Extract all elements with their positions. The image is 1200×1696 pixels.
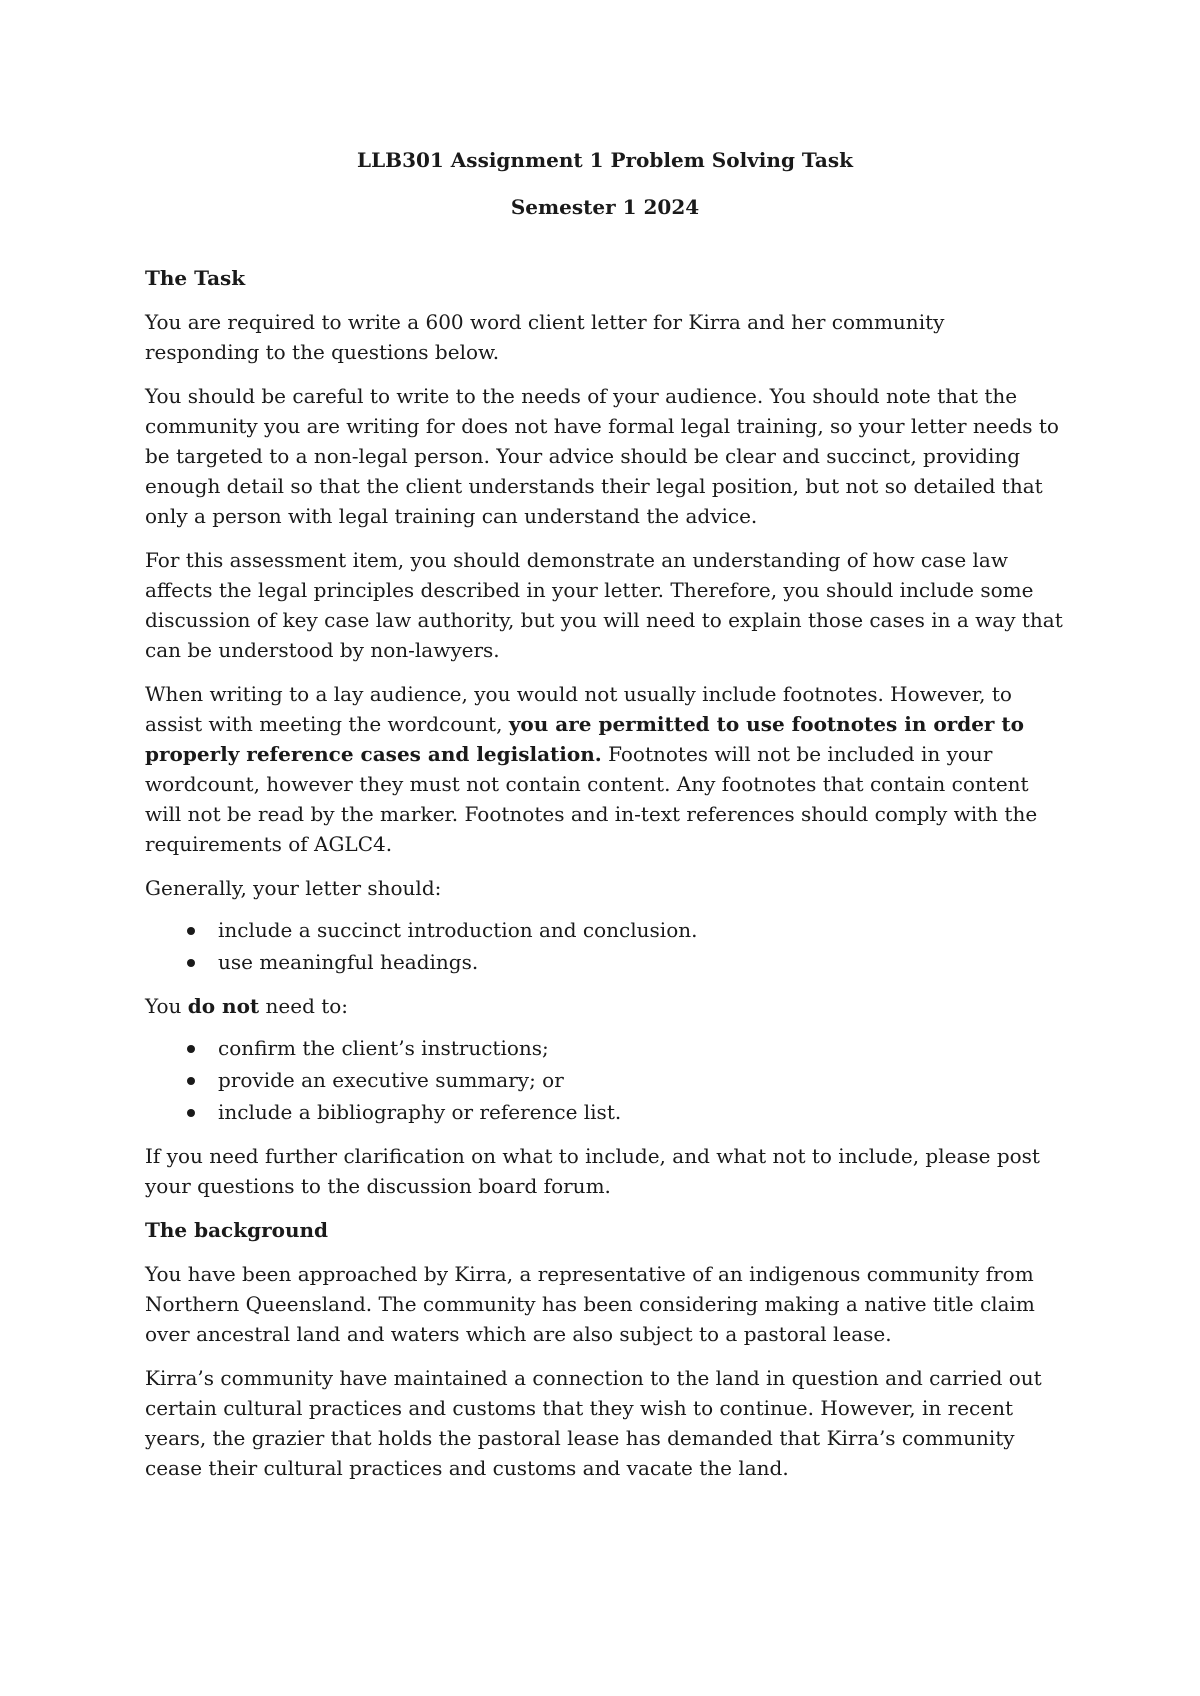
paragraph-clarification: If you need further clarification on what to include, and what not to include, please post your questions to the discussion board forum.	[145, 1144, 1040, 1198]
list-item: provide an executive summary; or	[218, 1065, 1065, 1095]
paragraph-generally: Generally, your letter should:	[145, 876, 442, 900]
list-item: confirm the client’s instructions;	[218, 1033, 1065, 1063]
footnotes-text-b: Footnotes will not be included in your wordcount, however they must not contain content. Any footnotes that contain content will not be read by the marker. Footnotes and in-text references should comply with the requirements of AGLC4.	[145, 742, 1038, 856]
paragraph-case-law: For this assessment item, you should demonstrate an understanding of how case law affects the legal principles described in your letter. Therefore, you should include some discussion of key case law authority, but you will need to explain those cases in a way that can be understood by non-lawyers.	[145, 548, 1063, 662]
list-item: include a bibliography or reference list.	[218, 1097, 1065, 1127]
do-not-bold: do not	[187, 994, 260, 1018]
document-subtitle: Semester 1 2024	[510, 195, 700, 219]
background-heading: The background	[145, 1218, 329, 1242]
footnotes-text-a: When writing to a lay audience, you would not usually include footnotes. However, to assist with meeting the wordcount,	[145, 682, 1012, 736]
list-item: include a succinct introduction and conclusion.	[218, 915, 1065, 945]
paragraph-requirement: You are required to write a 600 word client letter for Kirra and her community responding to the questions below.	[145, 310, 945, 364]
paragraph-community: Kirra’s community have maintained a connection to the land in question and carried out certain cultural practices and customs that they wish to continue. However, in recent years, the grazier that holds the pastoral lease has demanded that Kirra’s community cease their cultural practices and customs and vacate the land.	[145, 1366, 1042, 1480]
task-heading: The Task	[145, 266, 246, 290]
paragraph-do-not: You do not need to:	[145, 994, 349, 1018]
document-title: LLB301 Assignment 1 Problem Solving Task	[357, 148, 853, 172]
paragraph-audience: You should be careful to write to the needs of your audience. You should note that the community you are writing for does not have formal legal training, so your letter needs to be targeted to a non-legal person. Your advice should be clear and succinct, providing enough detail so that the client understands their legal position, but not so detailed that only a person with legal training can understand the advice.	[145, 384, 1059, 528]
paragraph-background: You have been approached by Kirra, a representative of an indigenous community from Northern Queensland. The community has been considering making a native title claim over ancestral land and waters which are also subject to a pastoral lease.	[145, 1262, 1035, 1346]
list-should	[145, 915, 1065, 977]
paragraph-footnotes	[145, 679, 1065, 859]
list-do-not	[145, 1033, 1065, 1127]
list-item: use meaningful headings.	[218, 947, 1065, 977]
footnotes-bold-text: you are permitted to use footnotes in order to properly reference cases and legislation.	[145, 712, 1024, 766]
document-page	[145, 145, 1065, 1483]
